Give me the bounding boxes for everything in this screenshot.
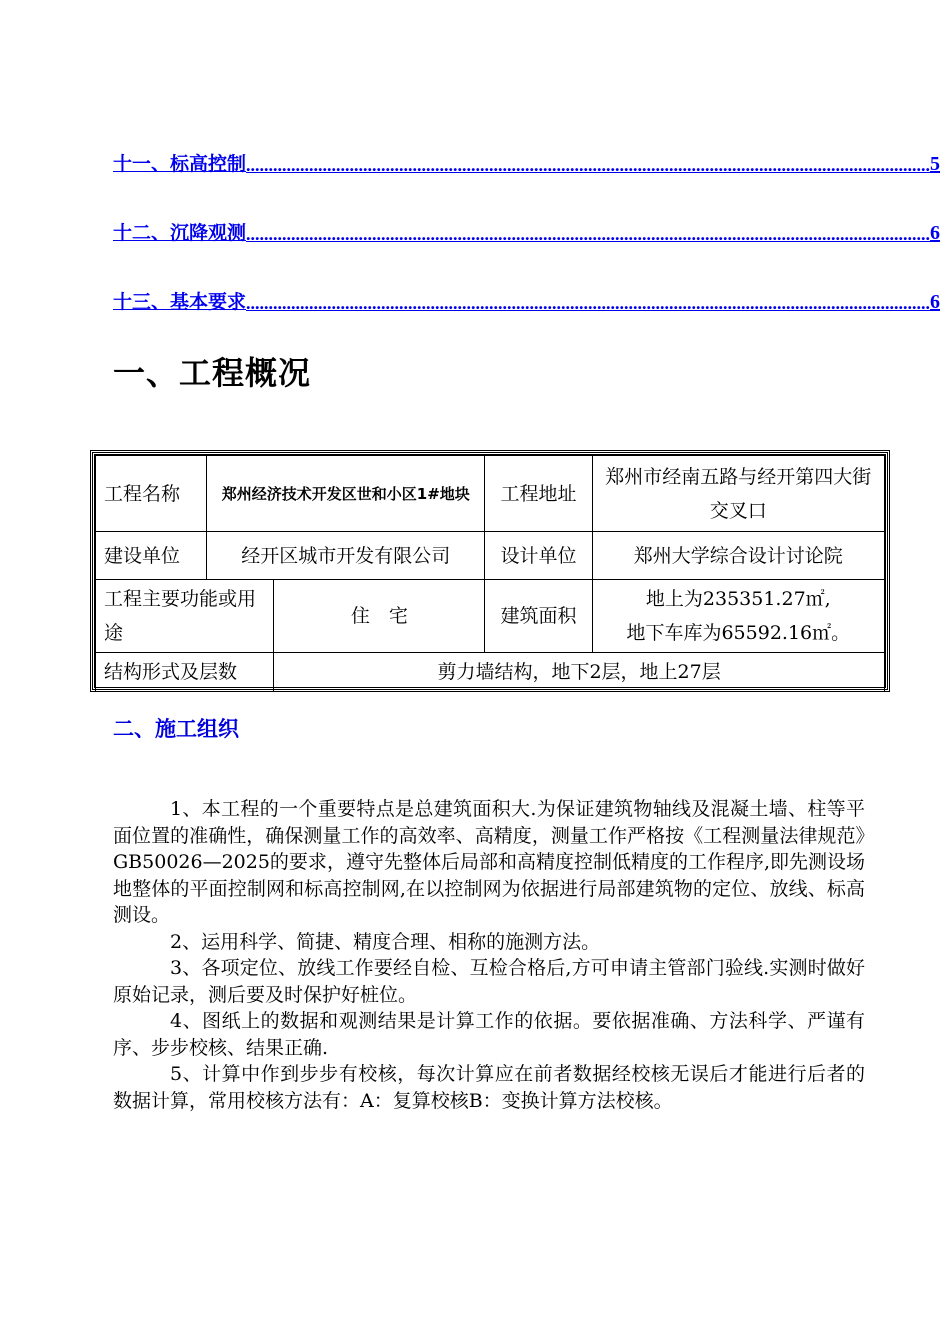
cell-function-value: 住 宅 [274,580,485,653]
cell-builder-value: 经开区城市开发有限公司 [207,532,485,580]
construction-organization-text [113,796,865,1114]
paragraph-1: 1、本工程的一个重要特点是总建筑面积大.为保证建筑物轴线及混凝土墙、柱等平面位置的准确性，确保测量工作的高效率、高精度，测量工作严格按《工程测量法律规范》GB50026—2025的要求，遵守先整体后局部和高精度控制低精度的工作程序,即先测设场地整体的平面控制网和标高控制网,在以控制网为依据进行局部建筑物的定位、放线、标高测设。 [113,798,865,926]
paragraph-2: 2、运用科学、简捷、精度合理、相称的施测方法。 [170,930,601,953]
toc-page-number: 5 [930,153,941,175]
cell-project-address-value: 郑州市经南五路与经开第四大街交叉口 [592,456,884,532]
toc-leader-dots: ........................................................................................................................................................ [246,293,931,313]
cell-area-value [592,580,884,653]
toc-title: 十三、基本要求 [113,291,247,313]
cell-project-name-value: 郑州经济技术开发区世和小区1#地块 [207,456,485,532]
area-above-ground: 地上为235351.27㎡, [645,588,831,610]
toc-title: 十一、标高控制 [113,153,247,175]
toc-page-number: 6 [930,291,941,313]
cell-function-label: 工程主要功能或用途 [96,580,274,653]
section-2-heading: 二、施工组织 [113,717,239,741]
cell-structure-value: 剪力墙结构，地下2层，地上27层 [274,653,885,692]
cell-builder-label: 建设单位 [96,532,207,580]
cell-designer-label: 设计单位 [485,532,592,580]
toc-leader-dots: ........................................................................................................................................................ [246,224,931,244]
area-underground-garage: 地下车库为65592.16㎡。 [626,622,851,644]
paragraph-5: 5、计算中作到步步有校核，每次计算应在前者数据经校核无误后才能进行后者的数据计算，常用校核方法有：A：复算校核B：变换计算方法校核。 [113,1063,865,1112]
toc-title: 十二、沉降观测 [113,222,247,244]
cell-area-label: 建筑面积 [485,580,592,653]
cell-designer-value: 郑州大学综合设计讨论院 [592,532,884,580]
cell-project-name-label: 工程名称 [96,456,207,532]
cell-structure-label: 结构形式及层数 [96,653,274,692]
paragraph-4: 4、图纸上的数据和观测结果是计算工作的依据。要依据准确、方法科学、严谨有序、步步校核、结果正确. [113,1010,865,1059]
section-1-heading: 一、工程概况 [113,354,312,392]
toc-link-elevation-control[interactable] [113,148,941,176]
toc-page-number: 6 [930,222,941,244]
project-overview-table [92,452,888,690]
toc-leader-dots: ........................................................................................................................................................ [246,155,931,175]
paragraph-3: 3、各项定位、放线工作要经自检、互检合格后,方可申请主管部门验线.实测时做好原始记录，测后要及时保护好桩位。 [113,957,865,1006]
cell-project-address-label: 工程地址 [485,456,592,532]
toc-link-basic-requirements[interactable] [113,286,941,314]
toc-link-settlement-observation[interactable] [113,217,941,245]
